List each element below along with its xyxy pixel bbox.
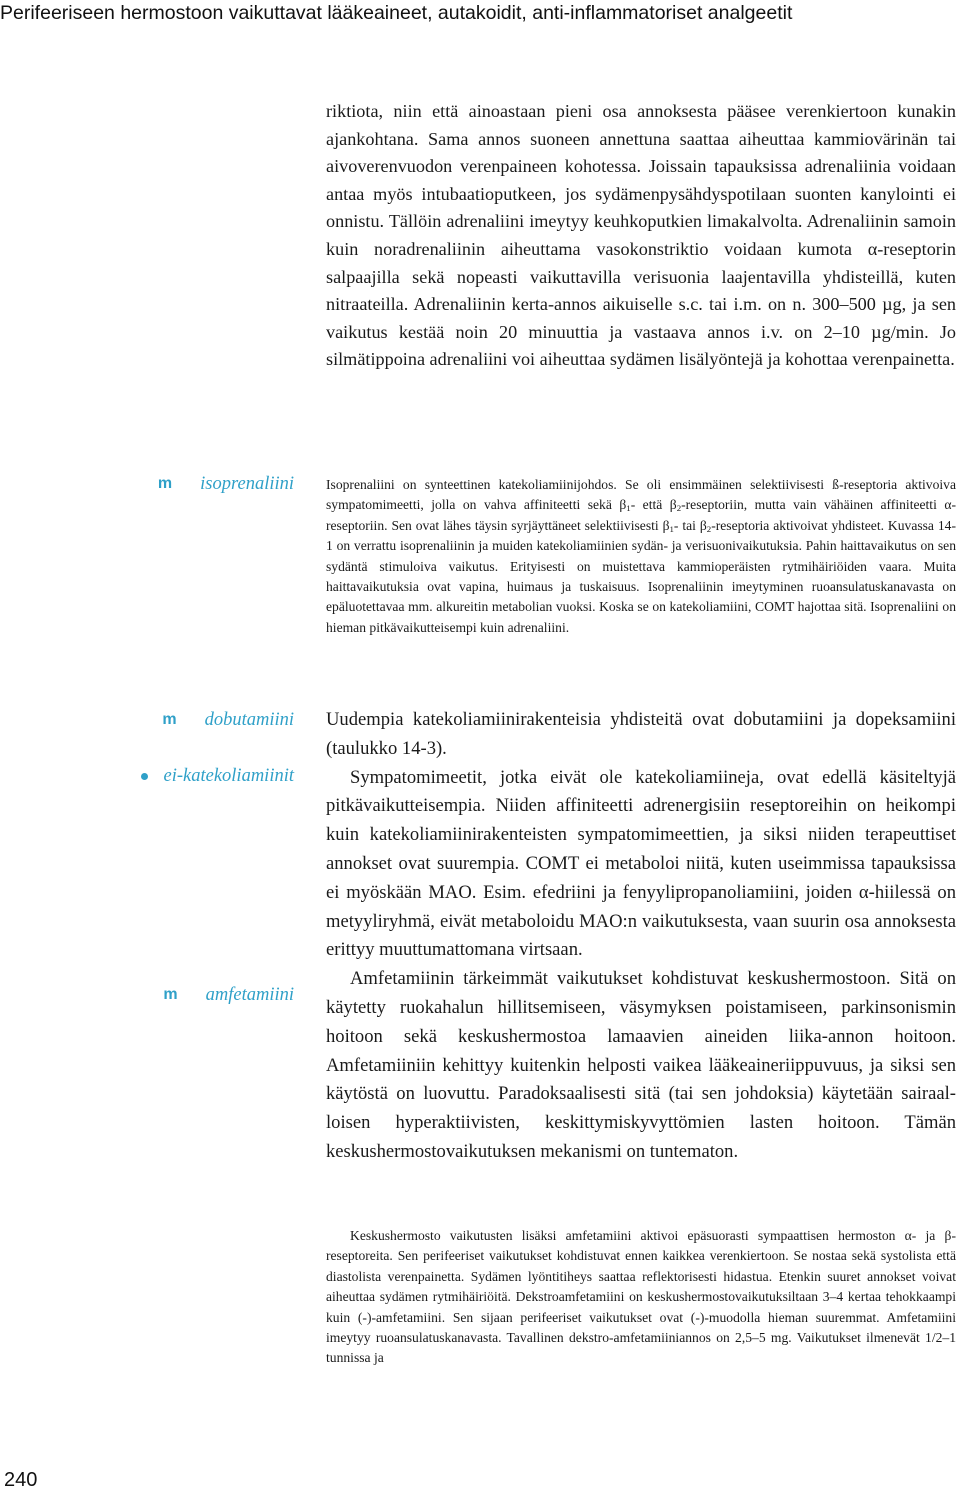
- subscript: 1: [669, 524, 674, 535]
- margin-label-text: ei-katekoliamiinit: [163, 766, 294, 786]
- isoprenaline-text-part: -reseptoria aktivoivat yhdisteet. Kuvassa 14-1 on verrattu isoprenaliinin ja muiden katekoliamiinien sydän- ja verisuonivaikutuksia. Pahin haittavaikutus on sen sydäntä stimuloiva vaikutus. Erityisesti on muistettava kammioperäisten rytmihäiriöiden vaara. Muita haittavaikutuksia ovat vapina, huimaus ja tuskaisuus. Isoprenaliinin imeytyminen ruoansulatuskanavasta on epäluotettavaa mm. alkureitin metabolian vuoksi. Koska se on katekoliamiini, COMT hajottaa sitä. Isoprenaliini on hieman pitkävaikutteisempi kuin adrenaliini.: [326, 517, 956, 635]
- adrenaline-text: riktiota, niin että ainoastaan pieni osa annoksesta pääsee verenkiertoon kunakin ajankohtana. Sama annos suoneen annettuna saattaa aiheuttaa kammiovärinän tai aivoverenvuodon verenpaineen kohotessa. Joissain tapauksissa adrenaliinia voidaan antaa myös intubaatioputkeen, jos sydämenpysähdyspotilaan suonten kanylointi ei onnistu. Tällöin adrenaliini imeytyy keuhkoputkien limakalvolta. Adrenaliinin samoin kuin noradrenaliinin aiheuttama vasokonstriktio voidaan kumota α-reseptorin salpaajilla sekä nopeasti vaikuttavilla verisuonia laajentavilla yhdisteillä, kuten nitraateilla. Adrenaliinin kerta-annos aikuiselle s.c. tai i.m. on n. 300–500 µg, ja sen vaikutus kestää noin 20 minuuttia ja vastaava annos i.v. on 2–10 µg/min. Jo silmätippoina adrenaliini voi aiheuttaa sydämen lisälyöntejä ja kohottaa verenpainetta.: [326, 101, 956, 370]
- isoprenaline-text-part: -reseptoriin, mutta vain vähäinen affiniteetti α-reseptoriin. Sen ovat lähes täysin syrjäyttäneet selektiivisesti β: [326, 497, 956, 533]
- margin-label-ei-katekoliamiinit: [141, 764, 295, 788]
- amphetamine-small-paragraph: [326, 1226, 956, 1369]
- main-paragraphs: [326, 706, 956, 1167]
- subscript: 2: [706, 524, 712, 535]
- dobutamine-paragraph: Uudempia katekoliamiinirakenteisia yhdisteitä ovat dobutamiini ja dopeksamiini (taulukko 14-3).: [326, 709, 956, 759]
- margin-label-text: isoprenaliini: [200, 474, 294, 494]
- margin-label-dobutamiini: [162, 708, 294, 732]
- bullet-icon: m: [163, 986, 178, 1003]
- non-catecholamine-paragraph: Sympatomimeetit, jotka eivät ole katekoliamiineja, ovat edellä käsiteltyjä pitkävaikutteisempia. Niiden affiniteetti adrenergisiin reseptoreihin on heikompi kuin katekoliamiinirakenteisten sympatomimeettien, ja siksi niiden terapeuttiset annokset ovat suurempia. COMT ei metaboloi niitä, kuten useimmissa tapauksissa ei myöskään MAO. Esim. efedriini ja fenyylipropanoliamiini, joiden α-hiilessä on metyyliryhmä, eivät metaboloidu MAO:n vaikutuksesta, vaan suurin osa annoksesta erittyy muuttumattomana virtsaan.: [326, 766, 956, 961]
- bullet-icon: m: [162, 711, 177, 728]
- isoprenaline-paragraph: [326, 475, 956, 638]
- margin-label-text: dobutamiini: [204, 710, 294, 730]
- amphetamine-paragraph: Amfetamiinin tärkeimmät vaikutukset kohdistuvat keskushermostoon. Sitä on käytetty ruokahalun hillitsemiseen, väsymyksen poistamiseen, parkinsonismin hoitoon sekä keskushermostoa lamaavien aineiden liika-annon hoitoon. Amfetamiiniin kehittyy kuitenkin helposti vaikea lääkeaineriippuvuus, ja siksi sen käytöstä on luovuttu. Paradoksaalisesti sitä (tai sen johdoksia) käytetään sairaalloisen hyperaktiivisten, keskittymiskyvyttömien lasten hoitoon. Tämän keskushermostovaikutuksen mekanismi on tuntematon.: [326, 968, 956, 1162]
- margin-label-text: amfetamiini: [205, 985, 294, 1005]
- subscript: 2: [676, 503, 682, 514]
- margin-label-amfetamiini: [163, 983, 294, 1007]
- amphetamine-small-text: Keskushermosto vaikutusten lisäksi amfetamiini aktivoi epäsuorasti sympaattisen hermoston α- ja β-reseptoreita. Sen perifeeriset vaikutukset kohdistuvat ennen kaikkea verenkiertoon. Se nostaa sekä systolista että diastolista verenpainetta. Sydämen lyöntitiheys saattaa reflektorisesti hidastua. Etenkin suuret annokset voivat aiheuttaa sydämen rytmihäiriöitä. Dekstroamfetamiini on keskushermostovaikutuksiltaan 3–4 kertaa tehokkaampi kuin (-)-amfetamiini. Sen sijaan perifeeriset vaikutukset ovat (-)-muodolla hieman suuremmat. Amfetamiini imeytyy ruoansulatuskanavasta. Tavallinen dekstro-amfetamiiniannos on 2,5–5 mg. Vaikutukset ilmenevät 1/2–1 tunnissa ja: [326, 1228, 956, 1366]
- bullet-dot-icon: [141, 773, 148, 780]
- subscript: 1: [626, 503, 631, 514]
- isoprenaline-text-part: - tai β: [673, 517, 707, 533]
- isoprenaline-text-part: Isoprenaliini on synteettinen katekoliamiinijohdos. Se oli ensimmäinen selektiivisesti ß-reseptoria aktivoiva sympatomimeetti, jolla on vahva affiniteetti sekä β: [326, 477, 956, 513]
- adrenaline-paragraph: [326, 98, 956, 374]
- isoprenaline-text-part: - että β: [630, 497, 677, 513]
- running-header: Perifeeriseen hermostoon vaikuttavat lääkeaineet, autakoidit, anti-inflammatoriset analgeetit: [0, 2, 793, 24]
- margin-label-isoprenaliini: [158, 472, 294, 496]
- bullet-icon: m: [157, 475, 173, 492]
- isoprenaline-text: [326, 475, 956, 638]
- page-number: 240: [4, 1469, 38, 1491]
